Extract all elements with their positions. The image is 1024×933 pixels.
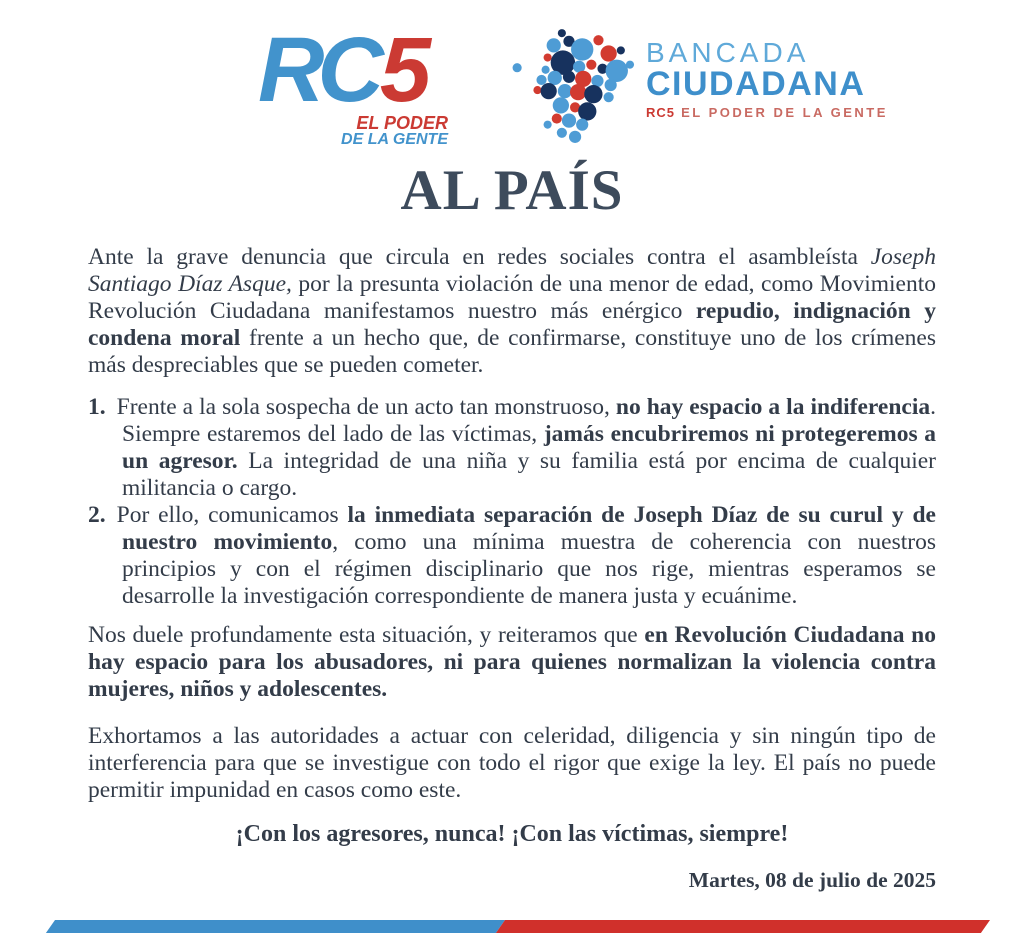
list-item-2-number: 2. (88, 502, 106, 528)
list-item-1-number: 1. (88, 394, 106, 420)
bancada-ciudadana-logo (500, 24, 888, 146)
date-line: Martes, 08 de julio de 2025 (688, 868, 936, 892)
list-item-2 (88, 502, 936, 610)
rc5-tagline-line2: DE LA GENTE (341, 131, 448, 148)
list-item-1-text: Frente a la sola sospecha de un acto tan monstruoso, no hay espacio a la indiferencia. Siempre estaremos del lado de las víctimas, jamás encubriremos ni protegeremos a un agresor. La integridad de una niña y su familia está por encima de cualquier militancia o cargo. (116, 394, 936, 501)
footer-bar-blue-segment (41, 920, 505, 933)
list-item-1 (88, 394, 936, 502)
page-title: AL PAÍS (400, 159, 624, 222)
rc5-letters-rc: RC (258, 19, 377, 121)
bancada-logo-text (646, 24, 888, 120)
bancada-tagline-rc5: RC5 (646, 105, 676, 120)
footer-bar-red-segment (491, 920, 990, 933)
rc5-digit-five: 5 (379, 19, 425, 121)
paragraph-exhortation: Exhortamos a las autoridades a actuar con celeridad, diligencia y sin ningún tipo de interferencia para que se investigue con todo el rigor que exige la ley. El país no puede permitir impunidad en casos como este. (88, 723, 936, 803)
numbered-list (88, 394, 936, 610)
rc5-tagline-line1: EL PODER (356, 113, 448, 133)
rc5-logo (258, 19, 458, 148)
closing-slogan: ¡Con los agresores, nunca! ¡Con las víctimas, siempre! (235, 821, 789, 847)
bancada-tagline-text: EL PODER DE LA GENTE (675, 105, 888, 120)
bancada-word: BANCADA (646, 37, 810, 68)
paragraph-intro: Ante la grave denuncia que circula en redes sociales contra el asambleísta Joseph Santiago Díaz Asque, por la presunta violación de una menor de edad, como Movimiento Revolución Ciudadana manifestamos nuestro más enérgico repudio, indignación y condena moral frente a un hecho que, de confirmarse, constituye uno de los crímenes más despreciables que se pueden cometer. (88, 244, 937, 378)
footer-color-bar (41, 920, 990, 933)
list-item-2-text: Por ello, comunicamos la inmediata separación de Joseph Díaz de su curul y de nuestro movimiento, como una mínima muestra de coherencia con nuestros principios y con el régimen disciplinario que nos rige, mientras esperamos se desarrolle la investigación correspondiente de manera justa y ecuánime. (116, 502, 936, 609)
ecuador-dots-icon (500, 24, 640, 146)
bancada-tagline (646, 105, 888, 120)
paragraph-grief: Nos duele profundamente esta situación, y reiteramos que en Revolución Ciudadana no hay espacio para los abusadores, ni para quienes normalizan la violencia contra mujeres, niños y adolescentes. (88, 622, 936, 702)
rc5-wordmark (258, 19, 458, 121)
statement-body (88, 244, 936, 894)
ciudadana-word: CIUDADANA (646, 65, 866, 103)
